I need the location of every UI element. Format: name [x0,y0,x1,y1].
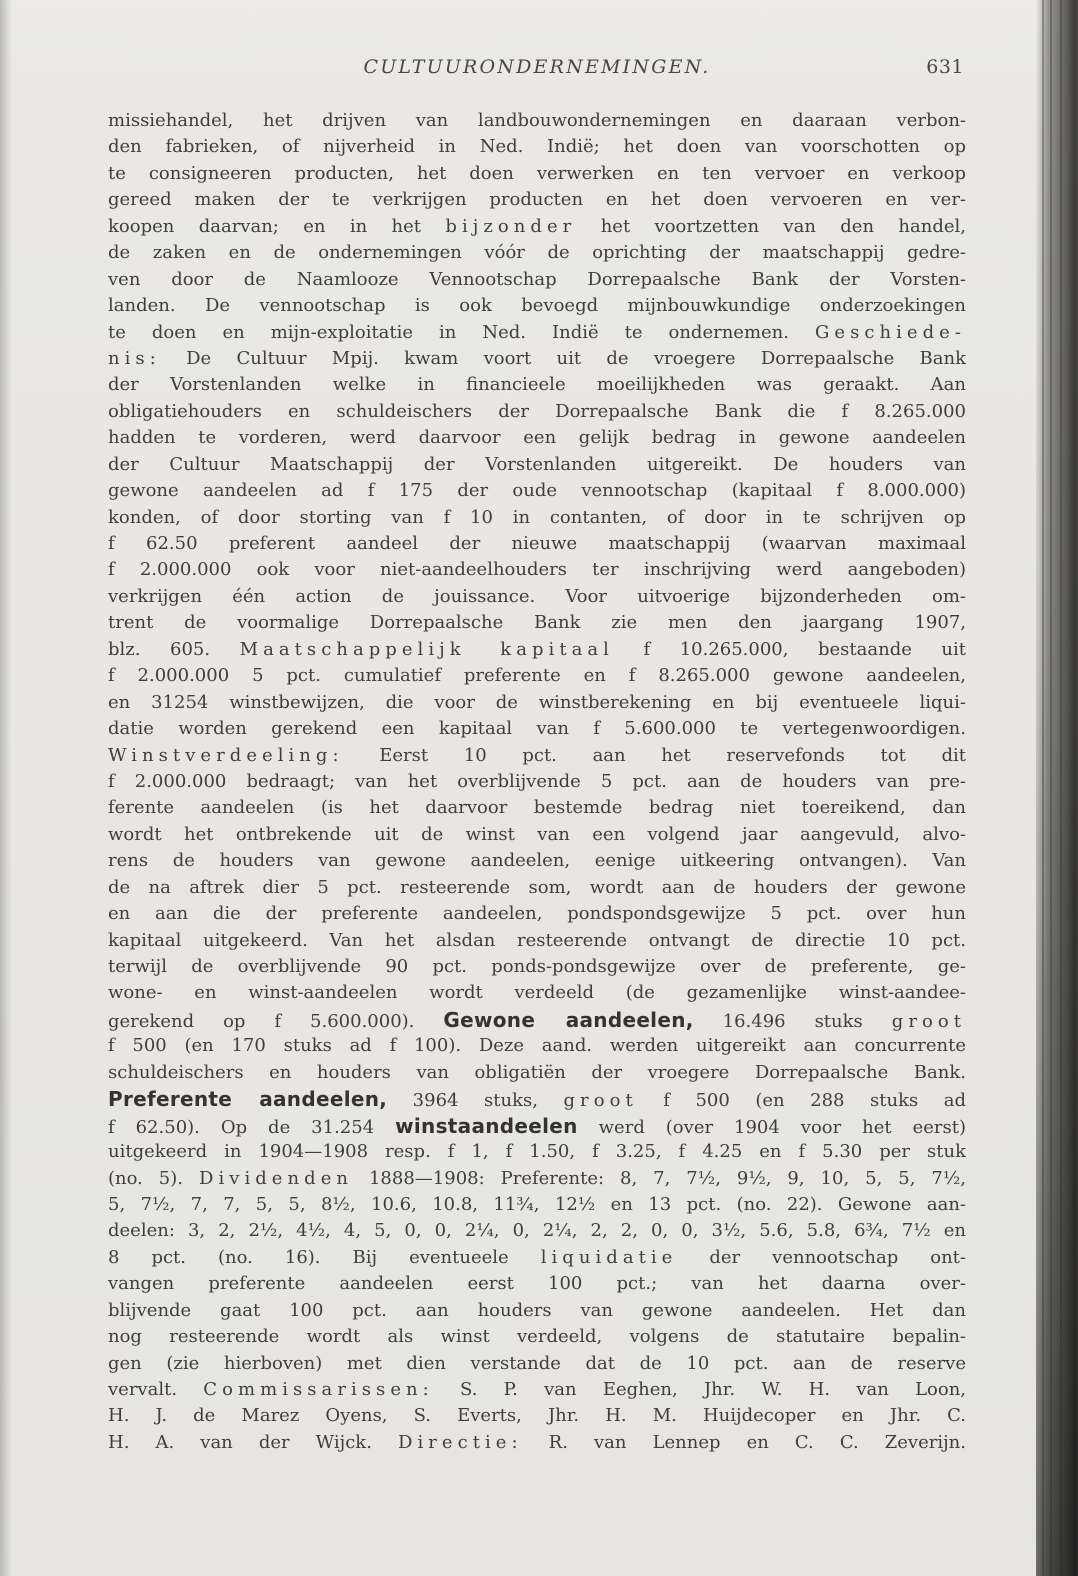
text-run: de na aftrek dier 5 pct. resteerende som, wordt aan de houders der gewone [108,876,966,898]
text-line [108,452,966,478]
text-run: koopen daarvan; en in het [108,215,446,237]
text-run: ven door de Naamlooze Vennootschap Dorrepaalsche Bank der Vorsten- [108,268,966,290]
text-run: den fabrieken, of nijverheid in Ned. Indië; het doen van voorschotten op [108,136,966,158]
text-run: werd (over 1904 voor het eerst) [577,1116,966,1138]
text-run: ferente aandeelen (is het daarvoor bestemde bedrag niet toereikend, dan [108,797,966,819]
text-line [108,1245,966,1271]
letterspaced-term: Geschiede- [814,321,966,343]
text-run: f 62.50). Op de 31.254 [108,1116,396,1138]
letterspaced-term: Winstverdeeling: [108,744,344,766]
text-run: deelen: 3, 2, 2½, 4½, 4, 5, 0, 0, 2¼, 0, 2¼, 2, 2, 0, 0, 3½, 5.6, 5.8, 6¾, 7½ en [108,1220,966,1242]
text-line [108,848,966,874]
text-line [108,1033,966,1059]
text-run: en aan die der preferente aandeelen, pondspondsgewijze 5 pct. over hun [108,903,966,925]
text-line [108,134,966,160]
text-line [108,1139,966,1165]
text-run: verkrijgen één action de jouissance. Voor uitvoerige bijzonderheden om- [108,585,966,607]
text-run: gereed maken der te verkrijgen producten en het doen vervoeren en ver- [108,189,966,211]
bold-term: winstaandeelen [395,1113,578,1138]
page-left-edge-shadow [0,0,12,1576]
text-run: nog resteerende wordt als winst verdeeld, volgens de statutaire bepalin- [108,1326,966,1348]
text-run: kapitaal uitgekeerd. Van het alsdan resteerende ontvangt de directie 10 pct. [108,929,966,951]
text-line [108,1430,966,1456]
text-run: datie worden gerekend een kapitaal van f 5.600.000 te vertegenwoordigen. [108,718,966,740]
text-run: uitgekeerd in 1904—1908 resp. f 1, f 1.50, f 3.25, f 4.25 en f 5.30 per stuk [108,1141,966,1163]
text-line [108,108,966,134]
text-line [108,716,966,742]
text-line [108,557,966,583]
text-line [108,1403,966,1429]
text-run: en 31254 winstbewijzen, die voor de winstberekening en bij eventueele liqui- [108,691,966,713]
text-line [108,240,966,266]
text-run: S. P. van Eeghen, Jhr. W. H. van Loon, [433,1379,966,1400]
text-line [108,399,966,425]
text-run: f 2.000.000 bedraagt; van het overblijvende 5 pct. aan de houders van pre- [108,770,966,792]
text-line [108,690,966,716]
text-line [108,161,966,187]
text-run: 1888—1908: Preferente: 8, 7, 7½, 9½, 9, 10, 5, 5, 7½, [353,1167,966,1189]
text-line [108,372,966,398]
letterspaced-term: liquidatie [540,1246,678,1268]
text-run: gewone aandeelen ad f 175 der oude vennootschap (kapitaal f 8.000.000) [108,480,966,502]
body-text [108,108,966,1456]
text-run: gen (zie hierboven) met dien verstande dat de 10 pct. aan de reserve [108,1352,966,1374]
text-line [108,320,966,346]
text-line [108,478,966,504]
text-run: H. A. van der Wijck. [108,1431,398,1453]
letterspaced-term: bijzonder [445,215,577,237]
letterspaced-term: Directie: [398,1431,523,1453]
text-line [108,1007,966,1033]
text-run: (no. 5). [108,1167,199,1189]
text-line [108,1218,966,1244]
text-run: trent de voormalige Dorrepaalsche Bank zie men den jaargang 1907, [108,612,966,634]
text-line [108,293,966,319]
text-line [108,1113,966,1139]
text-line [108,610,966,636]
text-line [108,1086,966,1112]
text-run: obligatiehouders en schuldeischers der Dorrepaalsche Bank die f 8.265.000 [108,400,966,422]
text-run: te consigneeren producten, het doen verwerken en ten vervoer en verkoop [108,162,966,184]
text-run: 16.496 stuks [693,1010,892,1032]
text-line [108,743,966,769]
text-run: der Vorstenlanden welke in financieele moeilijkheden was geraakt. Aan [108,374,966,396]
text-line [108,187,966,213]
text-line [108,267,966,293]
letterspaced-term: Commissarissen: [203,1379,434,1400]
gutter-streak [1042,0,1044,1576]
text-line [108,954,966,980]
text-run: R. van Lennep en C. C. Zeverijn. [522,1431,966,1453]
text-run: landen. De vennootschap is ook bevoegd mijnbouwkundige onderzoekingen [108,295,966,317]
text-line [108,822,966,848]
text-run: blz. 605. [108,638,240,660]
text-line [108,1351,966,1377]
text-run: wordt het ontbrekende uit de winst van een volgend jaar aangevuld, alvo- [108,823,966,845]
text-run: 5, 7½, 7, 7, 5, 5, 8½, 10.6, 10.8, 11¾, 12½ en 13 pct. (no. 22). Gewone aan- [108,1193,966,1215]
text-run: gerekend op f 5.600.000). [108,1010,444,1032]
scan-gutter-shadow [1036,0,1078,1576]
text-line [108,1192,966,1218]
text-line [108,663,966,689]
page-header-title: CULTUURONDERNEMINGEN. [363,56,711,78]
text-line [108,1271,966,1297]
text-line [108,795,966,821]
text-line [108,875,966,901]
text-run: blijvende gaat 100 pct. aan houders van gewone aandeelen. Het dan [108,1299,966,1321]
text-run: vangen preferente aandeelen eerst 100 pct.; van het daarna over- [108,1273,966,1295]
bold-term: Preferente aandeelen, [108,1087,388,1112]
text-run: konden, of door storting van f 10 in contanten, of door in te schrijven op [108,506,966,528]
text-run: de zaken en de ondernemingen vóór de oprichting der maatschappij gedre- [108,242,966,264]
text-line [108,980,966,1006]
text-run: f 10.265.000, bestaande uit [613,638,966,660]
text-run: f 2.000.000 5 pct. cumulatief preferente en f 8.265.000 gewone aandeelen, [108,665,966,687]
gutter-streak [1060,0,1062,1576]
text-line [108,637,966,663]
text-run: der Cultuur Maatschappij der Vorstenlanden uitgereikt. De houders van [108,453,966,475]
text-line [108,531,966,557]
text-run: het voortzetten van den handel, [576,215,966,237]
text-line [108,1377,966,1403]
letterspaced-term: groot [891,1010,966,1032]
text-run: wone- en winst-aandeelen wordt verdeeld (de gezamenlijke winst-aandee- [108,982,966,1004]
text-run: schuldeischers en houders van obligatiën der vroegere Dorrepaalsche Bank. [108,1061,966,1083]
letterspaced-term: groot [563,1090,638,1112]
letterspaced-term: Maatschappelijk kapitaal [239,638,614,660]
text-run: f 500 (en 170 stuks ad f 100). Deze aand. werden uitgereikt aan concurrente [108,1035,966,1057]
text-line [108,901,966,927]
text-run: 3964 stuks, [387,1090,564,1112]
text-line [108,1324,966,1350]
gutter-streak [1050,0,1052,1576]
text-line [108,1298,966,1324]
text-run: De Cultuur Mpij. kwam voort uit de vroegere Dorrepaalsche Bank [160,347,966,369]
text-run: f 500 (en 288 stuks ad [637,1090,966,1112]
letterspaced-term: Dividenden [198,1167,354,1189]
text-line [108,928,966,954]
text-line [108,584,966,610]
text-run: der vennootschap ont- [677,1246,966,1268]
text-run: f 62.50 preferent aandeel der nieuwe maatschappij (waarvan maximaal [108,533,966,554]
text-line [108,214,966,240]
running-head [108,56,966,84]
text-line [108,1060,966,1086]
text-run: rens de houders van gewone aandeelen, eenige uitkeering ontvangen). Van [108,850,966,872]
text-line [108,505,966,531]
bold-term: Gewone aandeelen, [443,1007,694,1032]
text-run: 8 pct. (no. 16). Bij eventueele [108,1246,541,1268]
page-number: 631 [926,56,964,78]
text-run: terwijl de overblijvende 90 pct. ponds-pondsgewijze over de preferente, ge- [108,956,966,977]
text-run: Eerst 10 pct. aan het reservefonds tot dit [343,744,966,766]
text-run: vervalt. [108,1379,204,1400]
text-line [108,346,966,372]
text-run: H. J. de Marez Oyens, S. Everts, Jhr. H. M. Huijdecoper en Jhr. C. [108,1405,966,1427]
text-run: f 2.000.000 ook voor niet-aandeelhouders ter inschrijving werd aangeboden) [108,559,966,581]
text-line [108,425,966,451]
page-content [108,56,966,1456]
text-line [108,1166,966,1192]
text-run: hadden te vorderen, werd daarvoor een gelijk bedrag in gewone aandeelen [108,427,966,449]
text-line [108,769,966,795]
text-run: te doen en mijn-exploitatie in Ned. Indië te ondernemen. [108,321,815,343]
text-run: missiehandel, het drijven van landbouwondernemingen en daaraan verbon- [108,110,966,131]
letterspaced-term: nis: [108,347,161,369]
